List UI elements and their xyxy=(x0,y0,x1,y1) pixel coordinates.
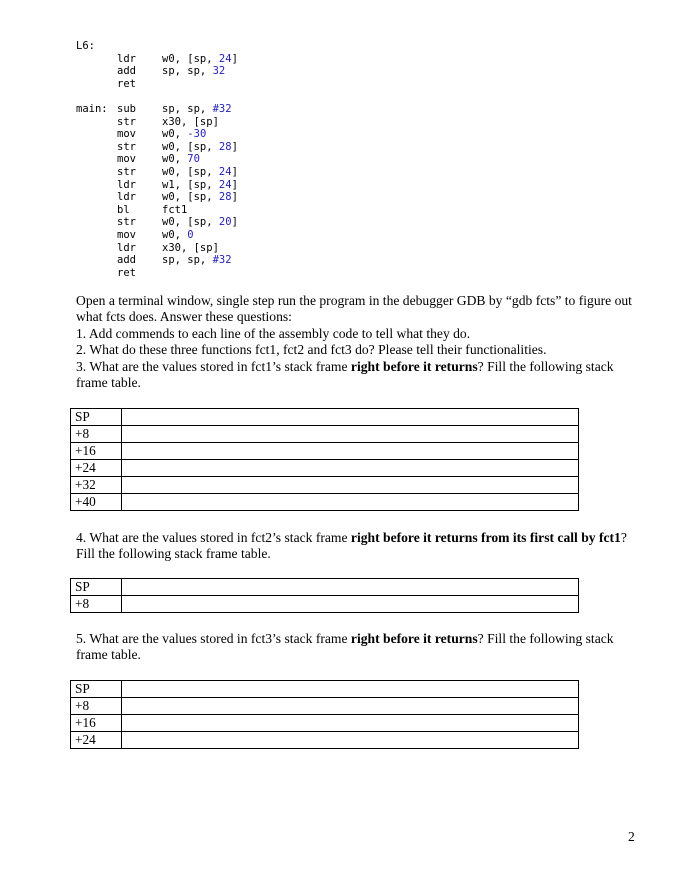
code-op: ldr xyxy=(117,191,136,204)
fct2-stack-frame-table xyxy=(70,578,579,613)
value-cell[interactable] xyxy=(122,426,579,443)
code-args: w0, 0 xyxy=(162,228,194,241)
table-row xyxy=(71,477,579,494)
value-cell[interactable] xyxy=(122,681,579,698)
code-op: ret xyxy=(117,266,136,279)
code-args: w0, [sp, 28] xyxy=(162,140,238,153)
code-label: main: xyxy=(76,102,108,115)
table-row xyxy=(71,443,579,460)
offset-cell: +32 xyxy=(71,477,122,494)
code-op: ldr xyxy=(117,241,136,254)
code-args: w0, [sp, 24] xyxy=(162,165,238,178)
table-row xyxy=(71,596,579,613)
value-cell[interactable] xyxy=(122,443,579,460)
code-op: bl xyxy=(117,203,130,216)
offset-cell: +24 xyxy=(71,460,122,477)
code-args: x30, [sp] xyxy=(162,241,219,254)
question-5-block xyxy=(76,631,636,664)
code-args: sp, sp, 32 xyxy=(162,65,226,78)
value-cell[interactable] xyxy=(122,596,579,613)
table-row xyxy=(71,426,579,443)
code-op: sub xyxy=(117,102,136,115)
code-args: w0, -30 xyxy=(162,128,207,141)
table-row xyxy=(71,494,579,511)
code-op: ldr xyxy=(117,178,136,191)
offset-cell: +8 xyxy=(71,596,122,613)
fct1-stack-frame-table xyxy=(70,408,579,511)
table-row xyxy=(71,698,579,715)
value-cell[interactable] xyxy=(122,477,579,494)
table-row xyxy=(71,460,579,477)
code-op: str xyxy=(117,216,136,229)
value-cell[interactable] xyxy=(122,698,579,715)
value-cell[interactable] xyxy=(122,494,579,511)
offset-cell: SP xyxy=(71,579,122,596)
code-op: str xyxy=(117,115,136,128)
question-3: 3. What are the values stored in fct1’s stack frame right before it returns? Fill the following stack frame table. xyxy=(76,358,614,391)
offset-cell: +40 xyxy=(71,494,122,511)
question-1: 1. Add commends to each line of the assembly code to tell what they do. xyxy=(76,325,471,341)
question-2: 2. What do these three functions fct1, fct2 and fct3 do? Please tell their functionalities. xyxy=(76,342,547,358)
offset-cell: +8 xyxy=(71,698,122,715)
fct3-stack-frame-table xyxy=(70,680,579,749)
code-op: mov xyxy=(117,228,136,241)
code-args: sp, sp, #32 xyxy=(162,254,232,267)
code-op: ldr xyxy=(117,52,136,65)
code-args: w0, [sp, 24] xyxy=(162,52,238,65)
code-args: fct1 xyxy=(162,203,188,216)
offset-cell: SP xyxy=(71,681,122,698)
value-cell[interactable] xyxy=(122,460,579,477)
offset-cell: +16 xyxy=(71,443,122,460)
table-row xyxy=(71,579,579,596)
code-op: add xyxy=(117,65,136,78)
code-label: L6: xyxy=(76,40,95,52)
code-op: ret xyxy=(117,77,136,90)
question-4: 4. What are the values stored in fct2’s stack frame right before it returns from its first call by fct1? Fill the following stack frame table. xyxy=(76,530,627,562)
page-number: 2 xyxy=(628,829,635,844)
table-row xyxy=(71,715,579,732)
intro-paragraph: Open a terminal window, single step run the program in the debugger GDB by “gdb fcts” to figure out what fcts does. Answer these questions: xyxy=(76,293,632,325)
value-cell[interactable] xyxy=(122,409,579,426)
code-args: x30, [sp] xyxy=(162,115,219,128)
offset-cell: +16 xyxy=(71,715,122,732)
offset-cell: +8 xyxy=(71,426,122,443)
code-op: mov xyxy=(117,153,136,166)
code-op: str xyxy=(117,140,136,153)
code-args: w0, 70 xyxy=(162,153,200,166)
code-args: w0, [sp, 20] xyxy=(162,216,238,229)
code-op: mov xyxy=(117,128,136,141)
question-4-block xyxy=(76,530,636,563)
table-row xyxy=(71,732,579,749)
code-op: str xyxy=(117,165,136,178)
table-row xyxy=(71,409,579,426)
instructions xyxy=(76,293,636,391)
value-cell[interactable] xyxy=(122,732,579,749)
offset-cell: +24 xyxy=(71,732,122,749)
code-args: w0, [sp, 28] xyxy=(162,191,238,204)
table-row xyxy=(71,681,579,698)
question-5: 5. What are the values stored in fct3’s stack frame right before it returns? Fill the following stack frame table. xyxy=(76,631,614,663)
value-cell[interactable] xyxy=(122,715,579,732)
code-args: sp, sp, #32 xyxy=(162,102,232,115)
code-args: w1, [sp, 24] xyxy=(162,178,238,191)
value-cell[interactable] xyxy=(122,579,579,596)
code-op: add xyxy=(117,254,136,267)
offset-cell: SP xyxy=(71,409,122,426)
